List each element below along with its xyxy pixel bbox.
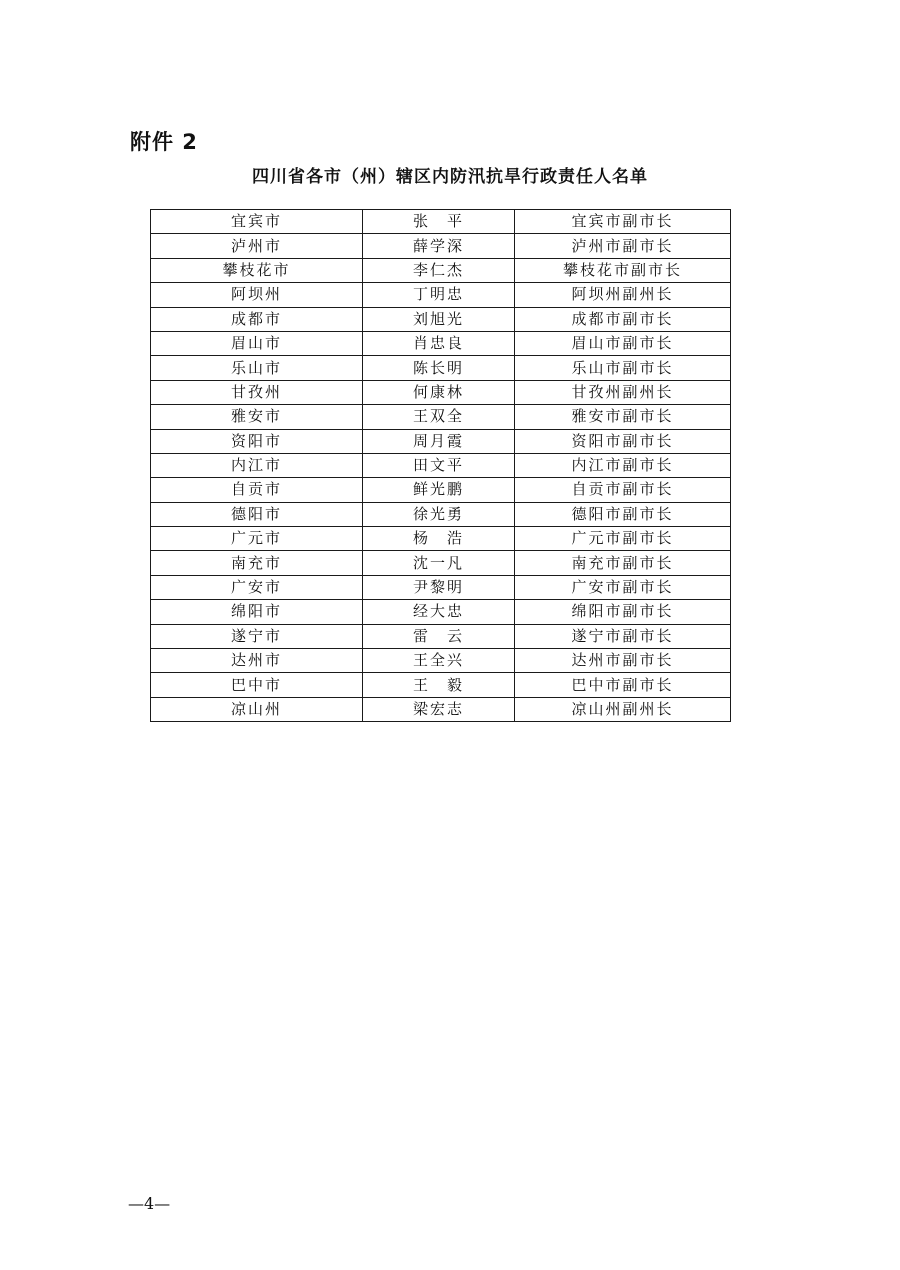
- position-cell: 宜宾市副市长: [515, 210, 731, 234]
- name-cell: 张 平: [363, 210, 515, 234]
- table-row: [151, 697, 731, 721]
- region-cell: 攀枝花市: [151, 258, 363, 282]
- region-cell: 遂宁市: [151, 624, 363, 648]
- region-cell: 凉山州: [151, 697, 363, 721]
- page-number: —4—: [128, 1194, 171, 1213]
- region-cell: 雅安市: [151, 405, 363, 429]
- position-cell: 巴中市副市长: [515, 673, 731, 697]
- position-cell: 德阳市副市长: [515, 502, 731, 526]
- table-row: [151, 453, 731, 477]
- name-cell: 鲜光鹏: [363, 478, 515, 502]
- name-cell: 王 毅: [363, 673, 515, 697]
- position-cell: 乐山市副市长: [515, 356, 731, 380]
- position-cell: 资阳市副市长: [515, 429, 731, 453]
- table-row: [151, 307, 731, 331]
- region-cell: 内江市: [151, 453, 363, 477]
- name-cell: 王双全: [363, 405, 515, 429]
- table-row: [151, 624, 731, 648]
- region-cell: 巴中市: [151, 673, 363, 697]
- name-cell: 薛学深: [363, 234, 515, 258]
- position-cell: 攀枝花市副市长: [515, 258, 731, 282]
- name-cell: 徐光勇: [363, 502, 515, 526]
- name-cell: 陈长明: [363, 356, 515, 380]
- position-cell: 甘孜州副州长: [515, 380, 731, 404]
- position-cell: 雅安市副市长: [515, 405, 731, 429]
- table-row: [151, 429, 731, 453]
- table-row: [151, 478, 731, 502]
- name-cell: 雷 云: [363, 624, 515, 648]
- region-cell: 乐山市: [151, 356, 363, 380]
- region-cell: 泸州市: [151, 234, 363, 258]
- table-row: [151, 527, 731, 551]
- region-cell: 广安市: [151, 575, 363, 599]
- name-cell: 周月霞: [363, 429, 515, 453]
- name-cell: 杨 浩: [363, 527, 515, 551]
- table-row: [151, 600, 731, 624]
- responsible-persons-table: [150, 209, 731, 722]
- position-cell: 遂宁市副市长: [515, 624, 731, 648]
- position-cell: 广安市副市长: [515, 575, 731, 599]
- name-cell: 经大忠: [363, 600, 515, 624]
- name-cell: 田文平: [363, 453, 515, 477]
- name-cell: 何康林: [363, 380, 515, 404]
- region-cell: 甘孜州: [151, 380, 363, 404]
- region-cell: 绵阳市: [151, 600, 363, 624]
- name-cell: 尹黎明: [363, 575, 515, 599]
- table-row: [151, 673, 731, 697]
- region-cell: 资阳市: [151, 429, 363, 453]
- name-cell: 沈一凡: [363, 551, 515, 575]
- table-row: [151, 380, 731, 404]
- region-cell: 广元市: [151, 527, 363, 551]
- name-cell: 丁明忠: [363, 283, 515, 307]
- table-row: [151, 210, 731, 234]
- region-cell: 南充市: [151, 551, 363, 575]
- table-row: [151, 575, 731, 599]
- region-cell: 成都市: [151, 307, 363, 331]
- table-row: [151, 551, 731, 575]
- table-row: [151, 258, 731, 282]
- table-row: [151, 356, 731, 380]
- table-row: [151, 331, 731, 355]
- table-row: [151, 502, 731, 526]
- position-cell: 南充市副市长: [515, 551, 731, 575]
- name-cell: 肖忠良: [363, 331, 515, 355]
- position-cell: 达州市副市长: [515, 649, 731, 673]
- document-title: 四川省各市（州）辖区内防汛抗旱行政责任人名单: [252, 167, 648, 187]
- table-row: [151, 283, 731, 307]
- table-row: [151, 649, 731, 673]
- position-cell: 自贡市副市长: [515, 478, 731, 502]
- region-cell: 德阳市: [151, 502, 363, 526]
- name-cell: 刘旭光: [363, 307, 515, 331]
- position-cell: 阿坝州副州长: [515, 283, 731, 307]
- region-cell: 宜宾市: [151, 210, 363, 234]
- region-cell: 阿坝州: [151, 283, 363, 307]
- position-cell: 泸州市副市长: [515, 234, 731, 258]
- table-row: [151, 234, 731, 258]
- name-cell: 李仁杰: [363, 258, 515, 282]
- position-cell: 成都市副市长: [515, 307, 731, 331]
- table-body: [151, 210, 731, 722]
- attachment-label: 附件 2: [130, 130, 198, 154]
- table-row: [151, 405, 731, 429]
- region-cell: 达州市: [151, 649, 363, 673]
- position-cell: 绵阳市副市长: [515, 600, 731, 624]
- position-cell: 凉山州副州长: [515, 697, 731, 721]
- position-cell: 广元市副市长: [515, 527, 731, 551]
- position-cell: 内江市副市长: [515, 453, 731, 477]
- region-cell: 眉山市: [151, 331, 363, 355]
- name-cell: 王全兴: [363, 649, 515, 673]
- name-cell: 梁宏志: [363, 697, 515, 721]
- region-cell: 自贡市: [151, 478, 363, 502]
- position-cell: 眉山市副市长: [515, 331, 731, 355]
